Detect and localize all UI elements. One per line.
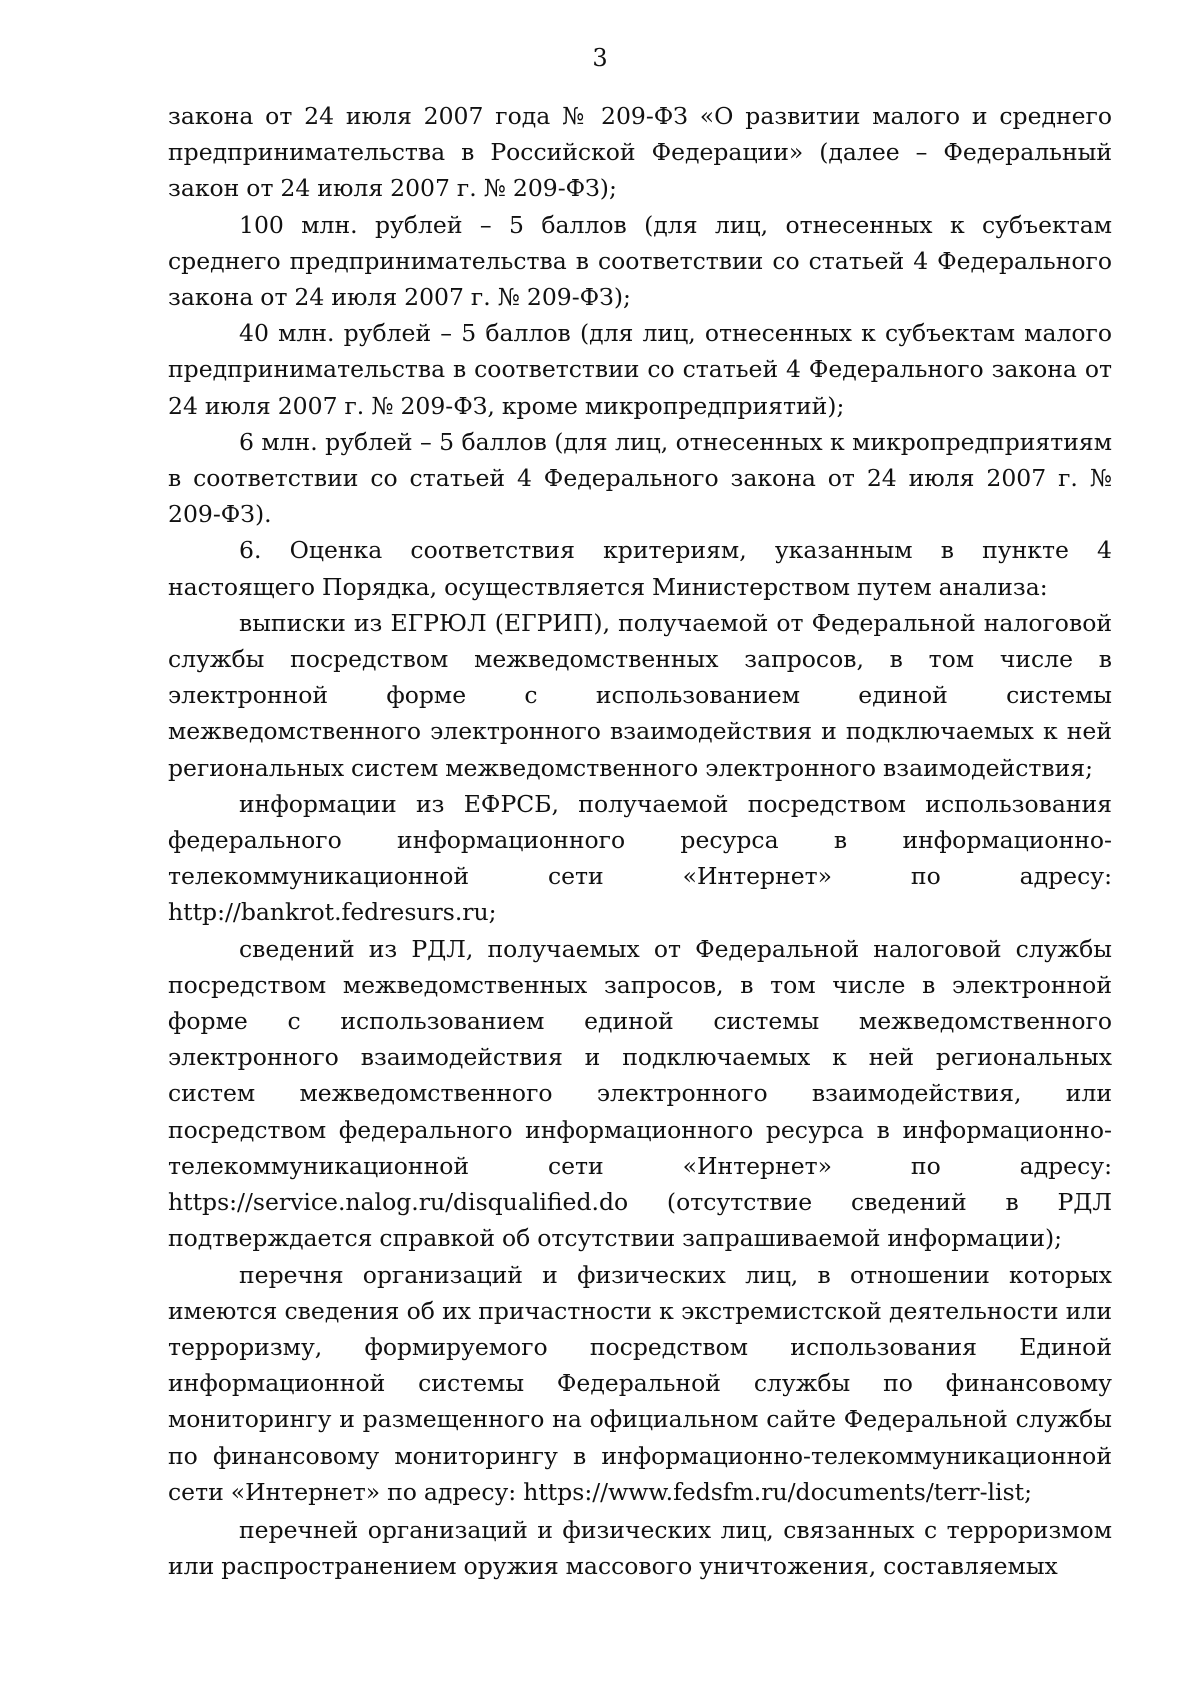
- paragraph-7: информации из ЕФРСБ, получаемой посредством использования федерального информационного ресурса в информационно-телекоммуникационной сети «Интернет» по адресу: http://bankrot.fedresurs.ru;: [168, 789, 1112, 927]
- paragraph-8: сведений из РДЛ, получаемых от Федеральной налоговой службы посредством межведомственных запросов, в том числе в электронной форме с использованием единой системы межведомственного электронного взаимодействия и подключаемых к ней региональных систем межведомственного электронного взаимодействия, или посредством федерального информационного ресурса в информационно-телекоммуникационной сети «Интернет» по адресу: https://service.nalog.ru/disqualified.do (отсутствие сведений в РДЛ подтверждается справкой об отсутствии запрашиваемой информации);: [168, 934, 1112, 1253]
- page-number: 3: [592, 44, 608, 72]
- paragraph-6: выписки из ЕГРЮЛ (ЕГРИП), получаемой от Федеральной налоговой службы посредством межведомственных запросов, в том числе в электронной форме с использованием единой системы межведомственного электронного взаимодействия и подключаемых к ней региональных систем межведомственного электронного взаимодействия;: [168, 608, 1112, 782]
- paragraph-5: 6. Оценка соответствия критериям, указанным в пункте 4 настоящего Порядка, осуществляется Министерством путем анализа:: [168, 536, 1112, 601]
- paragraph-4: 6 млн. рублей – 5 баллов (для лиц, отнесенных к микропредприятиям в соответствии со статьей 4 Федерального закона от 24 июля 2007 г. № 209-ФЗ).: [168, 427, 1112, 529]
- document-body: [168, 98, 1112, 1584]
- paragraph-2: 100 млн. рублей – 5 баллов (для лиц, отнесенных к субъектам среднего предпринимательства в соответствии со статьей 4 Федерального закона от 24 июля 2007 г. № 209-ФЗ);: [168, 210, 1112, 312]
- paragraph-10: перечней организаций и физических лиц, связанных с терроризмом или распространением оружия массового уничтожения, составляемых: [168, 1515, 1112, 1581]
- paragraph-3: 40 млн. рублей – 5 баллов (для лиц, отнесенных к субъектам малого предпринимательства в соответствии со статьей 4 Федерального закона от 24 июля 2007 г. № 209-ФЗ, кроме микропредприятий);: [168, 319, 1112, 420]
- paragraph-1: закона от 24 июля 2007 года № 209-ФЗ «О развитии малого и среднего предпринимательства в Российской Федерации» (далее – Федеральный закон от 24 июля 2007 г. № 209-ФЗ);: [168, 102, 1112, 203]
- paragraph-9: перечня организаций и физических лиц, в отношении которых имеются сведения об их причастности к экстремистской деятельности или терроризму, формируемого посредством использования Единой информационной системы Федеральной службы по финансовому мониторингу и размещенного на официальном сайте Федеральной службы по финансовому мониторингу в информационно-телекоммуникационной сети «Интернет» по адресу: https://www.fedsfm.ru/documents/terr-list;: [168, 1260, 1112, 1506]
